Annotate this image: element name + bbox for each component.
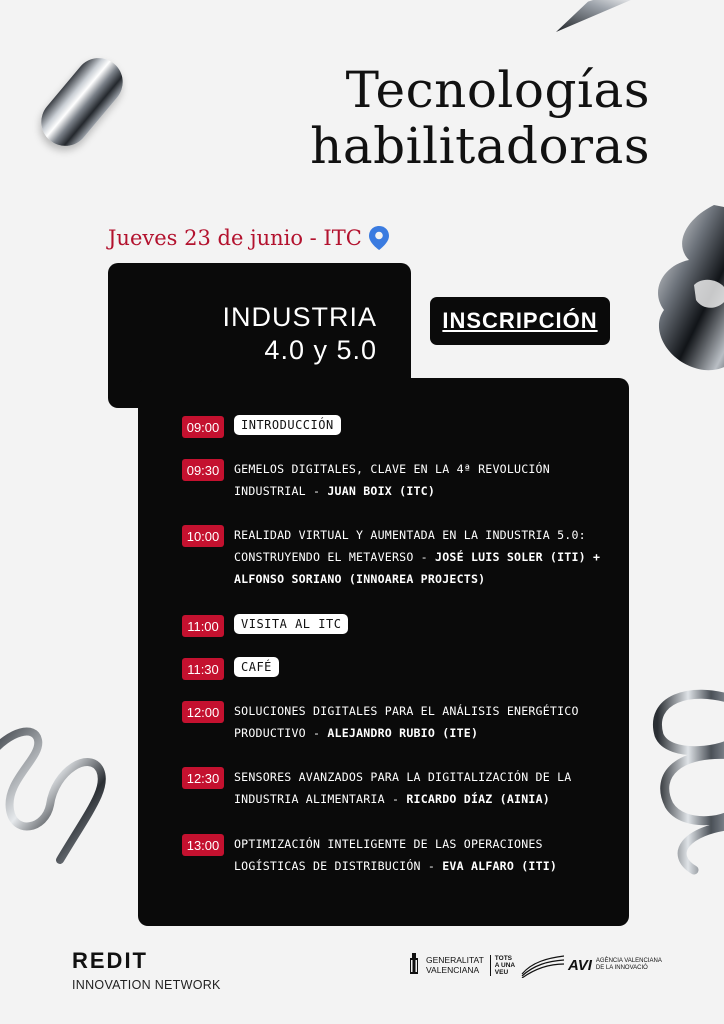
chrome-blob-decoration bbox=[644, 200, 724, 380]
redit-logo bbox=[72, 948, 221, 992]
chrome-cylinder-decoration bbox=[31, 48, 132, 155]
title-line-1: Tecnologías bbox=[345, 61, 650, 119]
agenda-pill: INTRODUCCIÓN bbox=[234, 415, 341, 435]
event-date-place bbox=[108, 225, 390, 251]
agenda-time: 09:00 bbox=[182, 416, 224, 438]
header-line-2: 4.0 y 5.0 bbox=[264, 335, 377, 365]
avi-swoosh-icon bbox=[520, 952, 564, 978]
registration-button[interactable]: INSCRIPCIÓN bbox=[430, 297, 610, 345]
agenda-time: 11:30 bbox=[182, 658, 224, 680]
agenda-time: 12:30 bbox=[182, 767, 224, 789]
title-line-2: habilitadoras bbox=[310, 117, 650, 175]
agenda-description bbox=[234, 766, 614, 810]
agenda-topic: GEMELOS DIGITALES, CLAVE EN LA 4ª REVOLUCIÓN INDUSTRIAL - bbox=[234, 462, 550, 498]
poster-title bbox=[310, 62, 650, 174]
agenda-item bbox=[182, 524, 614, 590]
location-pin-icon bbox=[368, 225, 390, 251]
agenda-item bbox=[182, 458, 614, 502]
generalitat-line-2: VALENCIANA bbox=[426, 965, 480, 975]
coat-of-arms-icon bbox=[408, 952, 420, 978]
agenda-item bbox=[182, 833, 614, 877]
agenda-speaker: EVA ALFARO (ITI) bbox=[442, 859, 558, 873]
tots-line-1: TOTS bbox=[494, 954, 512, 962]
agenda-item bbox=[182, 657, 279, 680]
agenda-box bbox=[138, 378, 629, 926]
tots-line-3: VEU bbox=[494, 968, 509, 976]
agenda-speaker: RICARDO DÍAZ (AINIA) bbox=[406, 792, 550, 806]
redit-wordmark: REDIT bbox=[72, 948, 148, 973]
generalitat-line-1: GENERALITAT bbox=[426, 955, 484, 965]
agenda-speaker: JUAN BOIX (ITC) bbox=[327, 484, 436, 498]
chrome-wire-decoration bbox=[0, 710, 130, 880]
header-line-1: INDUSTRIA bbox=[222, 302, 377, 332]
agenda-description bbox=[234, 833, 614, 877]
date-place-text: Jueves 23 de junio - ITC bbox=[108, 226, 362, 250]
agenda-topic: SOLUCIONES DIGITALES PARA EL ANÁLISIS ENERGÉTICO PRODUCTIVO - bbox=[234, 704, 579, 740]
agenda-description bbox=[234, 524, 614, 590]
agenda-topic: SENSORES AVANZADOS PARA LA DIGITALIZACIÓN DE LA INDUSTRIA ALIMENTARIA - bbox=[234, 770, 572, 806]
agenda-pill: CAFÉ bbox=[234, 657, 279, 677]
avi-wordmark: AVI bbox=[568, 956, 592, 974]
section-header-text bbox=[222, 301, 377, 367]
generalitat-logo bbox=[408, 952, 515, 978]
chrome-cone-decoration bbox=[556, 0, 636, 32]
agenda-speaker: JOSÉ LUIS SOLER (ITI) + ALFONSO SORIANO (INNOAREA PROJECTS) bbox=[234, 550, 601, 586]
agenda-topic: REALIDAD VIRTUAL Y AUMENTADA EN LA INDUSTRIA 5.0: CONSTRUYENDO EL METAVERSO - bbox=[234, 528, 586, 564]
redit-subtitle: INNOVATION NETWORK bbox=[72, 978, 221, 992]
avi-line-1: AGÈNCIA VALENCIANA bbox=[595, 958, 662, 964]
generalitat-text bbox=[426, 955, 484, 975]
agenda-time: 11:00 bbox=[182, 615, 224, 637]
avi-text bbox=[596, 958, 662, 972]
agenda-item bbox=[182, 766, 614, 810]
agenda-item bbox=[182, 614, 348, 637]
avi-logo bbox=[520, 952, 662, 978]
agenda-time: 10:00 bbox=[182, 525, 224, 547]
chrome-spring-decoration bbox=[639, 680, 724, 880]
agenda-time: 09:30 bbox=[182, 459, 224, 481]
agenda-topic: OPTIMIZACIÓN INTELIGENTE DE LAS OPERACIONES LOGÍSTICAS DE DISTRIBUCIÓN - bbox=[234, 837, 543, 873]
agenda-description bbox=[234, 458, 614, 502]
agenda-item bbox=[182, 700, 614, 744]
tots-line-2: A UNA bbox=[494, 961, 516, 969]
agenda-time: 13:00 bbox=[182, 834, 224, 856]
agenda-item bbox=[182, 415, 341, 438]
agenda-pill: VISITA AL ITC bbox=[234, 614, 348, 634]
avi-line-2: DE LA INNOVACIÓ bbox=[595, 965, 648, 971]
agenda-time: 12:00 bbox=[182, 701, 224, 723]
agenda-speaker: ALEJANDRO RUBIO (ITE) bbox=[327, 726, 479, 740]
tots-a-una-veu bbox=[490, 955, 515, 976]
agenda-description bbox=[234, 700, 614, 744]
